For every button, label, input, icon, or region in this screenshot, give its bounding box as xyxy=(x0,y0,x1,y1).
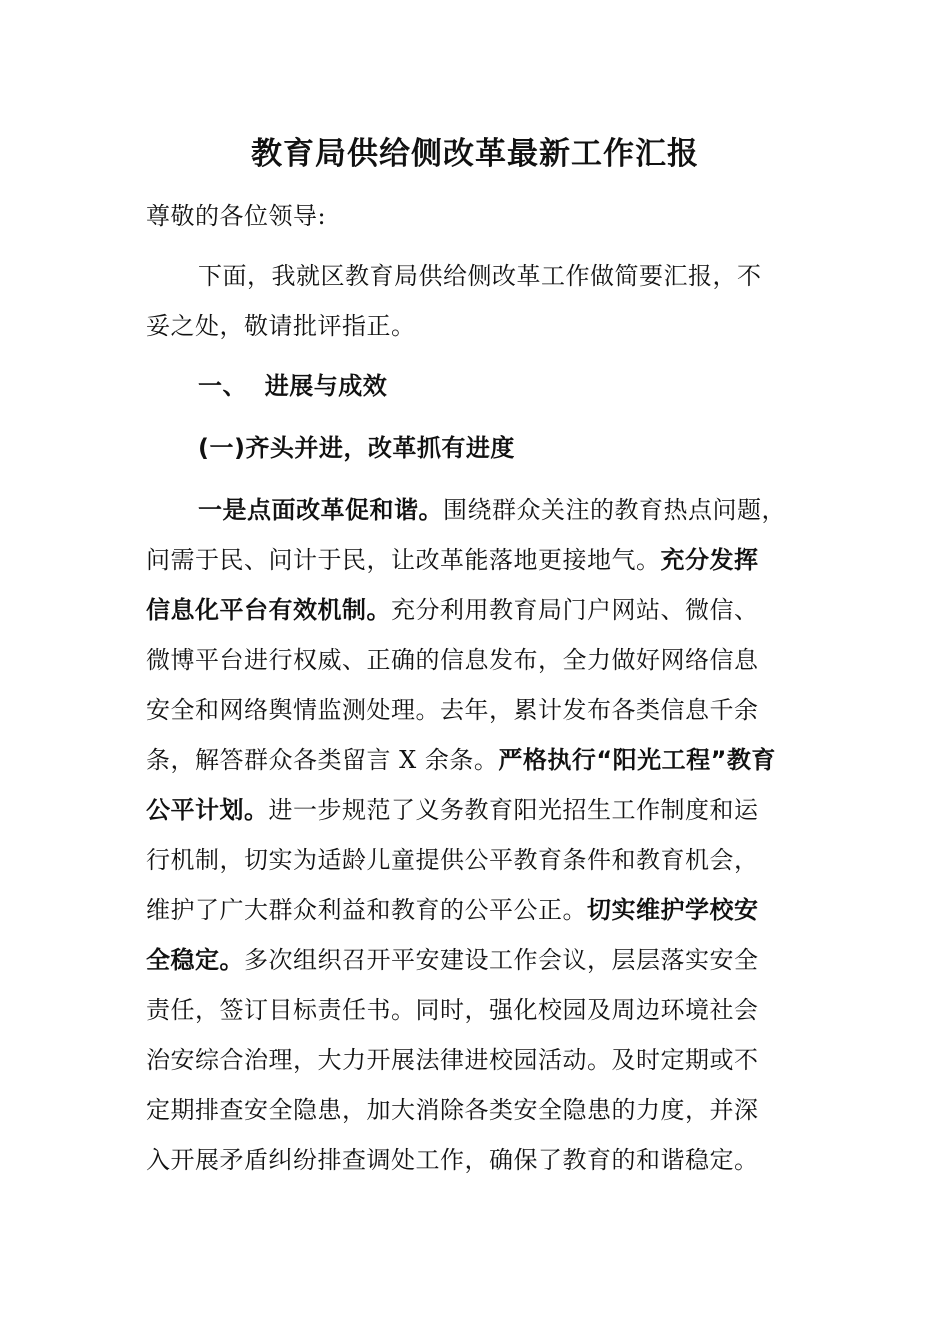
body-text: 条，解答群众各类留言 X 余条。 xyxy=(146,746,499,774)
intro-line-1: 下面，我就区教育局供给侧改革工作做简要汇报，不 xyxy=(198,262,762,290)
body-line-5: 安全和网络舆情监测处理。去年，累计发布各类信息千余 xyxy=(146,696,759,724)
body-text: 围绕群众关注的教育热点问题， xyxy=(443,496,786,524)
body-line-7 xyxy=(146,792,759,828)
body-text: 多次组织召开平安建设工作会议，层层落实安全 xyxy=(244,946,759,974)
key-point: 切实维护学校安 xyxy=(587,896,759,924)
key-point: 充分发挥 xyxy=(660,546,759,574)
body-line-3 xyxy=(146,592,759,628)
body-line-9 xyxy=(146,892,759,928)
body-text: 进一步规范了义务教育阳光招生工作制度和运 xyxy=(268,796,759,824)
body-line-10 xyxy=(146,942,759,978)
intro-line-2: 妥之处，敬请批评指正。 xyxy=(146,312,416,340)
body-line-1 xyxy=(198,492,786,528)
key-point: 公平计划。 xyxy=(146,796,269,824)
body-line-4: 微博平台进行权威、正确的信息发布，全力做好网络信息 xyxy=(146,646,759,674)
body-text: 充分利用教育局门户网站、微信、 xyxy=(391,596,759,624)
body-line-14: 入开展矛盾纠纷排查调处工作，确保了教育的和谐稳定。 xyxy=(146,1146,759,1174)
body-line-2 xyxy=(146,542,759,578)
body-line-13: 定期排查安全隐患，加大消除各类安全隐患的力度，并深 xyxy=(146,1096,759,1124)
subsection-heading: (一)齐头并进，改革抓有进度 xyxy=(198,434,515,462)
body-line-11: 责任，签订目标责任书。同时，强化校园及周边环境社会 xyxy=(146,996,759,1024)
key-point: 一是点面改革促和谐。 xyxy=(198,496,443,524)
document-title: 教育局供给侧改革最新工作汇报 xyxy=(251,136,699,172)
body-line-12: 治安综合治理，大力开展法律进校园活动。及时定期或不 xyxy=(146,1046,759,1074)
body-text: 问需于民、问计于民，让改革能落地更接地气。 xyxy=(146,546,661,574)
key-point: 信息化平台有效机制。 xyxy=(146,596,391,624)
salutation: 尊敬的各位领导: xyxy=(146,202,327,230)
section-heading: 一、 进展与成效 xyxy=(198,372,388,400)
key-point: 严格执行“阳光工程”教育 xyxy=(498,746,776,774)
body-line-8: 行机制，切实为适龄儿童提供公平教育条件和教育机会， xyxy=(146,846,759,874)
key-point: 全稳定。 xyxy=(146,946,244,974)
body-text: 维护了广大群众利益和教育的公平公正。 xyxy=(146,896,587,924)
body-line-6 xyxy=(146,742,776,778)
